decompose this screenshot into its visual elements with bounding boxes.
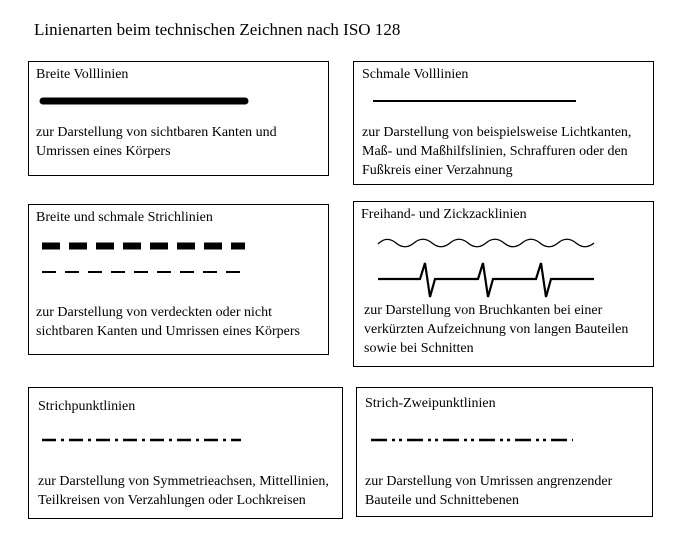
box-label: Freihand- und Zickzacklinien <box>361 207 527 222</box>
description-line: Bauteile und Schnittebenen <box>365 493 519 508</box>
description-line: zur Darstellung von Bruchkanten bei einer <box>364 303 603 318</box>
box-label: Breite Volllinien <box>36 67 129 82</box>
box-strichpunktlinien <box>28 387 343 519</box>
box-freihand-zickzack <box>353 201 654 367</box>
box-breite-volllinien <box>28 61 329 176</box>
description-line: zur Darstellung von sichtbaren Kanten und <box>36 125 277 140</box>
dash-dot-line-sample <box>29 431 344 451</box>
description-line: zur Darstellung von Symmetrieachsen, Mittellinien, <box>38 474 329 489</box>
thin-dashed-line-sample <box>29 263 330 283</box>
box-description <box>364 301 628 358</box>
description-line: Teilkreisen von Verzahlungen oder Lochkreisen <box>38 493 306 508</box>
description-line: zur Darstellung von beispielsweise Lichtkanten, <box>362 125 632 140</box>
description-line: sichtbaren Kanten und Umrissen eines Körpers <box>36 324 300 339</box>
description-line: Umrissen eines Körpers <box>36 144 171 159</box>
box-description <box>362 123 631 180</box>
description-line: Fußkreis einer Verzahnung <box>362 163 513 178</box>
box-strich-zweipunktlinien <box>356 387 653 517</box>
thin-solid-line-sample <box>354 92 655 112</box>
description-line: zur Darstellung von Umrissen angrenzender <box>365 474 613 489</box>
thick-dashed-line-sample <box>29 237 330 257</box>
description-line: Maß- und Maßhilfslinien, Schraffuren oder den <box>362 144 628 159</box>
dash-double-dot-line-sample <box>357 431 654 451</box>
box-label: Strichpunktlinien <box>38 399 136 414</box>
box-description <box>365 472 612 510</box>
box-schmale-volllinien <box>353 61 654 185</box>
box-strichlinien <box>28 204 329 355</box>
box-description <box>36 123 277 161</box>
description-line: verkürzten Aufzeichnung von langen Bauteilen <box>364 322 629 337</box>
box-label: Schmale Volllinien <box>362 67 469 82</box>
freehand-wavy-line-sample <box>354 234 655 254</box>
description-line: zur Darstellung von verdeckten oder nicht <box>36 305 272 320</box>
box-label: Breite und schmale Strichlinien <box>36 210 213 225</box>
description-line: sowie bei Schnitten <box>364 341 474 356</box>
page-title: Linienarten beim technischen Zeichnen nach ISO 128 <box>34 20 401 39</box>
box-label: Strich-Zweipunktlinien <box>365 396 496 411</box>
thick-solid-line-sample <box>29 92 330 112</box>
zigzag-line-sample <box>354 260 655 300</box>
box-description <box>38 472 329 510</box>
box-description <box>36 303 300 341</box>
